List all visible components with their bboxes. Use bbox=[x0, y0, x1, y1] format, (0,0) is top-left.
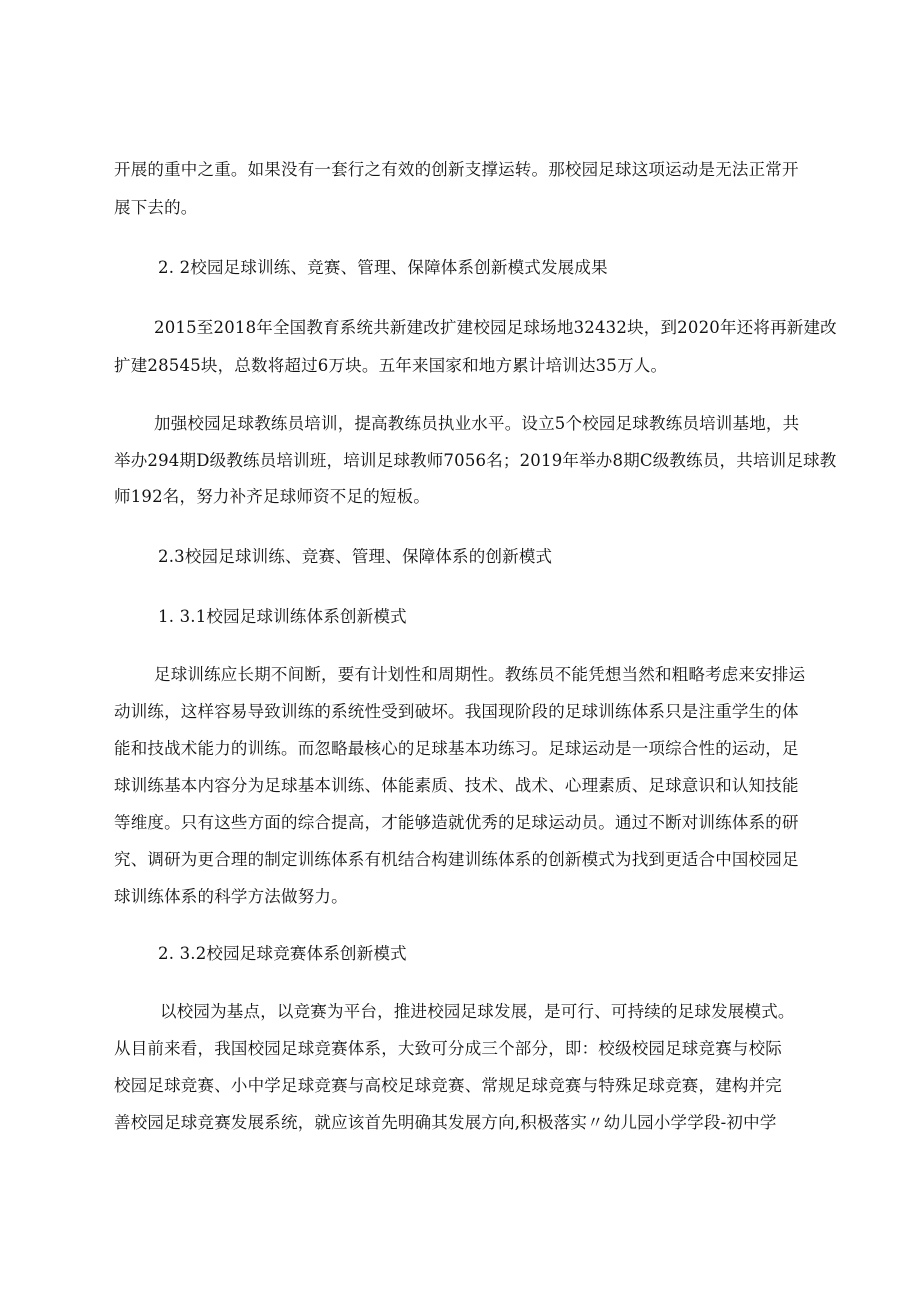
text-line: 校园足球竞赛、小中学足球竞赛与高校足球竞赛、常规足球竞赛与特殊足球竞赛，建构并完 bbox=[114, 1076, 782, 1095]
text-line: 球训练基本内容分为足球基本训练、体能素质、技术、战术、心理素质、足球意识和认知技能 bbox=[114, 776, 799, 795]
text-line: 开展的重中之重。如果没有一套行之有效的创新支撑运转。那校园足球这项运动是无法正常开 bbox=[114, 160, 799, 179]
text-line: 加强校园足球教练员培训，提高教练员执业水平。设立5个校园足球教练员培训基地，共 bbox=[154, 414, 800, 433]
subsection-heading: 2. 3.2校园足球竞赛体系创新模式 bbox=[158, 944, 407, 963]
text-line: 师192名，努力补齐足球师资不足的短板。 bbox=[114, 487, 430, 506]
text-line: 2015至2018年全国教育系统共新建改扩建校园足球场地32432块，到2020年还将再新建改 bbox=[154, 318, 837, 337]
text-line: 善校园足球竞赛发展系统，就应该首先明确其发展方向,积极落实〃幼儿园小学学段-初中学 bbox=[114, 1113, 777, 1132]
text-line: 究、调研为更合理的制定训练体系有机结合构建训练体系的创新模式为找到更适合中国校园足 bbox=[114, 850, 799, 869]
text-line: 以校园为基点，以竞赛为平台，推进校园足球发展，是可行、可持续的足球发展模式。 bbox=[160, 1002, 795, 1021]
text-line: 扩建28545块，总数将超过6万块。五年来国家和地方累计培训达35万人。 bbox=[114, 356, 668, 375]
text-line: 从目前来看，我国校园足球竞赛体系，大致可分成三个部分，即：校级校园足球竞赛与校际 bbox=[114, 1039, 782, 1058]
text-line: 举办294期D级教练员培训班，培训足球教师7056名；2019年举办8期C级教练员，共培训足球教 bbox=[114, 451, 837, 470]
text-line: 球训练体系的科学方法做努力。 bbox=[114, 887, 348, 906]
text-line: 展下去的。 bbox=[114, 198, 198, 217]
text-line: 动训练，这样容易导致训练的系统性受到破坏。我国现阶段的足球训练体系只是注重学生的体 bbox=[114, 702, 799, 721]
subsection-heading: 1. 3.1校园足球训练体系创新模式 bbox=[158, 607, 407, 626]
text-line: 足球训练应长期不间断，要有计划性和周期性。教练员不能凭想当然和粗略考虑来安排运 bbox=[154, 665, 806, 684]
text-line: 等维度。只有这些方面的综合提高，才能够造就优秀的足球运动员。通过不断对训练体系的研 bbox=[114, 813, 799, 832]
section-heading: 2. 2校园足球训练、竞赛、管理、保障体系创新模式发展成果 bbox=[158, 258, 608, 277]
section-heading: 2.3校园足球训练、竞赛、管理、保障体系的创新模式 bbox=[158, 547, 553, 566]
text-line: 能和技战术能力的训练。而忽略最核心的足球基本功练习。足球运动是一项综合性的运动，足 bbox=[114, 739, 799, 758]
